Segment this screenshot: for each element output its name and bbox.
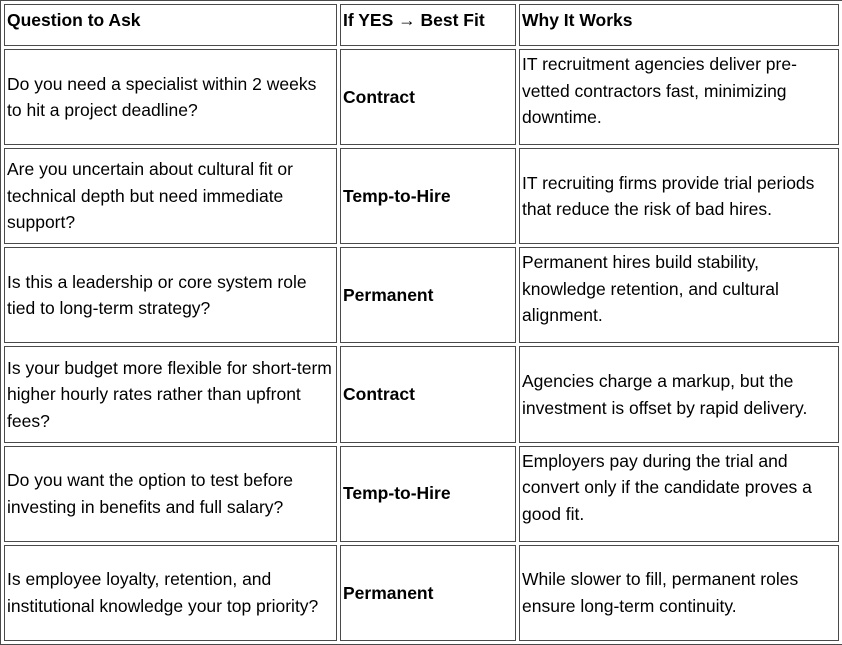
why-it-works-cell: While slower to fill, permanent roles ensure long-term continuity. [519, 545, 839, 641]
table-row [4, 346, 839, 442]
question-cell: Are you uncertain about cultural fit or technical depth but need immediate support? [4, 148, 337, 244]
table-row [4, 247, 839, 343]
why-it-works-cell: Agencies charge a markup, but the investment is offset by rapid delivery. [519, 346, 839, 442]
question-cell: Do you want the option to test before investing in benefits and full salary? [4, 446, 337, 542]
header-best-fit: If YES → Best Fit [340, 4, 516, 46]
table-row [4, 446, 839, 542]
why-it-works-cell: IT recruiting firms provide trial periods that reduce the risk of bad hires. [519, 148, 839, 244]
best-fit-cell: Permanent [340, 545, 516, 641]
table-row [4, 545, 839, 641]
best-fit-cell: Contract [340, 346, 516, 442]
question-cell: Is your budget more flexible for short-term higher hourly rates rather than upfront fees? [4, 346, 337, 442]
best-fit-cell: Temp-to-Hire [340, 446, 516, 542]
best-fit-cell: Temp-to-Hire [340, 148, 516, 244]
table-header-row [4, 4, 839, 46]
question-cell: Is this a leadership or core system role tied to long-term strategy? [4, 247, 337, 343]
best-fit-cell: Contract [340, 49, 516, 145]
question-cell: Is employee loyalty, retention, and institutional knowledge your top priority? [4, 545, 337, 641]
why-it-works-cell: IT recruitment agencies deliver pre-vetted contractors fast, minimizing downtime. [519, 49, 839, 145]
table-row [4, 148, 839, 244]
why-it-works-cell: Permanent hires build stability, knowledge retention, and cultural alignment. [519, 247, 839, 343]
header-why-it-works: Why It Works [519, 4, 839, 46]
best-fit-cell: Permanent [340, 247, 516, 343]
why-it-works-cell: Employers pay during the trial and convert only if the candidate proves a good fit. [519, 446, 839, 542]
header-question: Question to Ask [4, 4, 337, 46]
question-cell: Do you need a specialist within 2 weeks to hit a project deadline? [4, 49, 337, 145]
table-row [4, 49, 839, 145]
